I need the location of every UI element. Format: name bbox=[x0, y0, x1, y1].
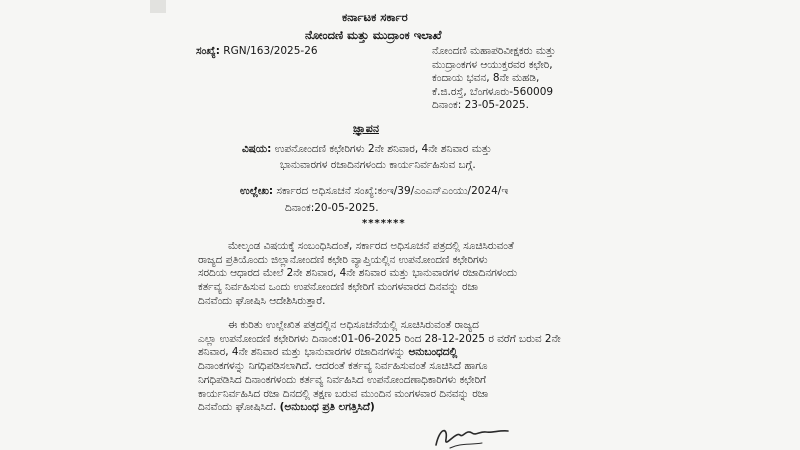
address-line: ಕಂದಾಯ ಭವನ, 8ನೇ ಮಹಡಿ, bbox=[432, 72, 540, 85]
paragraph-1 bbox=[198, 240, 517, 309]
paragraph-2 bbox=[198, 319, 561, 415]
paragraph-line: ರಾಜ್ಯದ ಪ್ರತಿಯೊಂದು ಜಿಲ್ಲಾನೋಂದಣಿ ಕಛೇರಿ ವ್ಯಾಪ್ತಿಯಲ್ಲಿನ ಉಪನೋಂದಣಿ ಕಛೇರಿಗಳು bbox=[198, 253, 488, 266]
subject-block bbox=[242, 141, 492, 173]
paragraph-line bbox=[198, 346, 561, 360]
paragraph-line: ದಿನವೆಂದು ಘೋಷಿಸಿ ಆದೇಶಿಸಿರುತ್ತಾರೆ. bbox=[198, 294, 326, 307]
reference-line-label: ಉಲ್ಲೇಖ: bbox=[240, 185, 274, 197]
paragraph-line: ಕರ್ತವ್ಯ ನಿರ್ವಹಿಸುವ ಒಂದು ಉಪನೋಂದಣಿ ಕಛೇರಿಗೆ ಮಂಗಳವಾರದ ದಿನವನ್ನು ರಜಾ bbox=[198, 281, 479, 294]
paragraph-line: ದಿನಾಂಕಗಳನ್ನು ನಿಗಧಿಪಡಿಸಲಾಗಿದೆ. ಆದರಂತೆ ಕರ್ತವ್ಯ ನಿರ್ವಹಿಸುವಂತೆ ಸೂಚಿಸಿದೆ ಹಾಗೂ bbox=[198, 360, 488, 373]
notice-title: ಜ್ಞಾಪನ bbox=[353, 122, 379, 135]
reference-value: RGN/163/2025-26 bbox=[223, 45, 318, 57]
address-line: ನೋಂದಣಿ ಮಹಾಪರಿವೀಕ್ಷಕರು ಮತ್ತು bbox=[432, 45, 556, 57]
reference-number bbox=[196, 45, 318, 58]
separator: ******* bbox=[362, 218, 406, 229]
government-title: ಕರ್ನಾಟಕ ಸರ್ಕಾರ bbox=[342, 10, 408, 24]
reference-block bbox=[240, 183, 508, 217]
paragraph-line: ಎಲ್ಲಾ ಉಪನೋಂದಣಿ ಕಛೇರಿಗಳು ದಿನಾಂಕ:01-06-2025 ರಿಂದ 28-12-2025 ರ ವರೆಗೆ ಬರುವ 2ನೇ bbox=[198, 332, 561, 345]
paragraph-text: ದಿನವೆಂದು ಘೋಷಿಸಿದೆ. bbox=[198, 401, 277, 414]
subject-line: ಭಾನುವಾರಗಳ ರಜಾದಿನಗಳಂದು ಕಾರ್ಯನಿರ್ವಹಿಸುವ ಬಗ್ಗೆ. bbox=[280, 159, 476, 171]
paragraph-line: ಮೇಲ್ಕಂಡ ವಿಷಯಕ್ಕೆ ಸಂಬಂಧಿಸಿದಂತೆ, ಸರ್ಕಾರದ ಅಧಿಸೂಚನೆ ಪತ್ರದಲ್ಲಿ ಸೂಚಿಸಿರುವಂತೆ bbox=[228, 240, 514, 252]
address-line: ಮುದ್ರಾಂಕಗಳ ಆಯುಕ್ತರವರ ಕಛೇರಿ, bbox=[432, 58, 553, 71]
department-title: ನೋಂದಣಿ ಮತ್ತು ಮುದ್ರಾಂಕ ಇಲಾಖೆ bbox=[305, 28, 442, 42]
subject-label: ವಿಷಯ: bbox=[242, 143, 272, 155]
paragraph-line: ಈ ಕುರಿತು ಉಲ್ಲೇಖಿತ ಪತ್ರದಲ್ಲಿನ ಅಧಿಸೂಚನೆಯಲ್ಲಿ ಸೂಚಿಸಿರುವಂತೆ ರಾಜ್ಯದ bbox=[228, 319, 479, 331]
annexure-text: ಅನುಬಂಧದಲ್ಲಿ bbox=[408, 346, 458, 359]
reference-line-text: ಸರ್ಕಾರದ ಅಧಿಸೂಚನೆ ಸಂಖ್ಯೆ:ಕಂಇ/39/ಎಂಎನ್ಎಂಯು/2024/ಇ bbox=[276, 185, 509, 197]
subject-line: ಉಪನೋಂದಣಿ ಕಛೇರಿಗಳು 2ನೇ ಶನಿವಾರ, 4ನೇ ಶನಿವಾರ ಮತ್ತು bbox=[274, 143, 492, 155]
paragraph-line: ಕಾರ್ಯನಿರ್ವಹಿಸಿದ ರಜಾ ದಿನದಲ್ಲಿ ತಕ್ಷಣ ಬರುವ ಮುಂದಿನ ಮಂಗಳವಾರ ದಿನವನ್ನು ರಜಾ bbox=[198, 387, 489, 400]
scan-artifact bbox=[150, 0, 166, 13]
reference-line-date: ದಿನಾಂಕ:20-05-2025. bbox=[285, 202, 379, 214]
address-line: ಕೆ.ಜಿ.ರಸ್ತೆ, ಬೆಂಗಳೂರು-560009 bbox=[432, 85, 554, 98]
paragraph-line: ಸರದಿಯ ಆಧಾರದ ಮೇಲೆ 2ನೇ ಶನಿವಾರ, 4ನೇ ಶನಿವಾರ ಮತ್ತು ಭಾನುವಾರಗಳ ರಜಾದಿನಗಳಂದು bbox=[198, 267, 518, 280]
attachment-note: (ಅನುಬಂಧ ಪ್ರತಿ ಲಗತ್ತಿಸಿದೆ) bbox=[279, 401, 375, 414]
letter-date: ದಿನಾಂಕ: 23-05-2025. bbox=[432, 99, 529, 112]
paragraph-line: ನಿಗಧಿಪಡಿಸಿದ ದಿನಾಂಕಗಳಂದು ಕರ್ತವ್ಯ ನಿರ್ವಹಿಸಿದ ಉಪನೋಂದಣಾಧಿಕಾರಿಗಳು ಕಛೇರಿಗೆ bbox=[198, 373, 486, 386]
paragraph-text: ಶನಿವಾರ, 4ನೇ ಶನಿವಾರ ಮತ್ತು ಭಾನುವಾರಗಳ ರಜಾದಿನಗಳನ್ನು bbox=[198, 346, 406, 359]
paragraph-line bbox=[198, 401, 561, 415]
office-address bbox=[432, 45, 556, 113]
signature bbox=[430, 421, 510, 450]
reference-label: ಸಂಖ್ಯೆ: bbox=[196, 45, 220, 57]
